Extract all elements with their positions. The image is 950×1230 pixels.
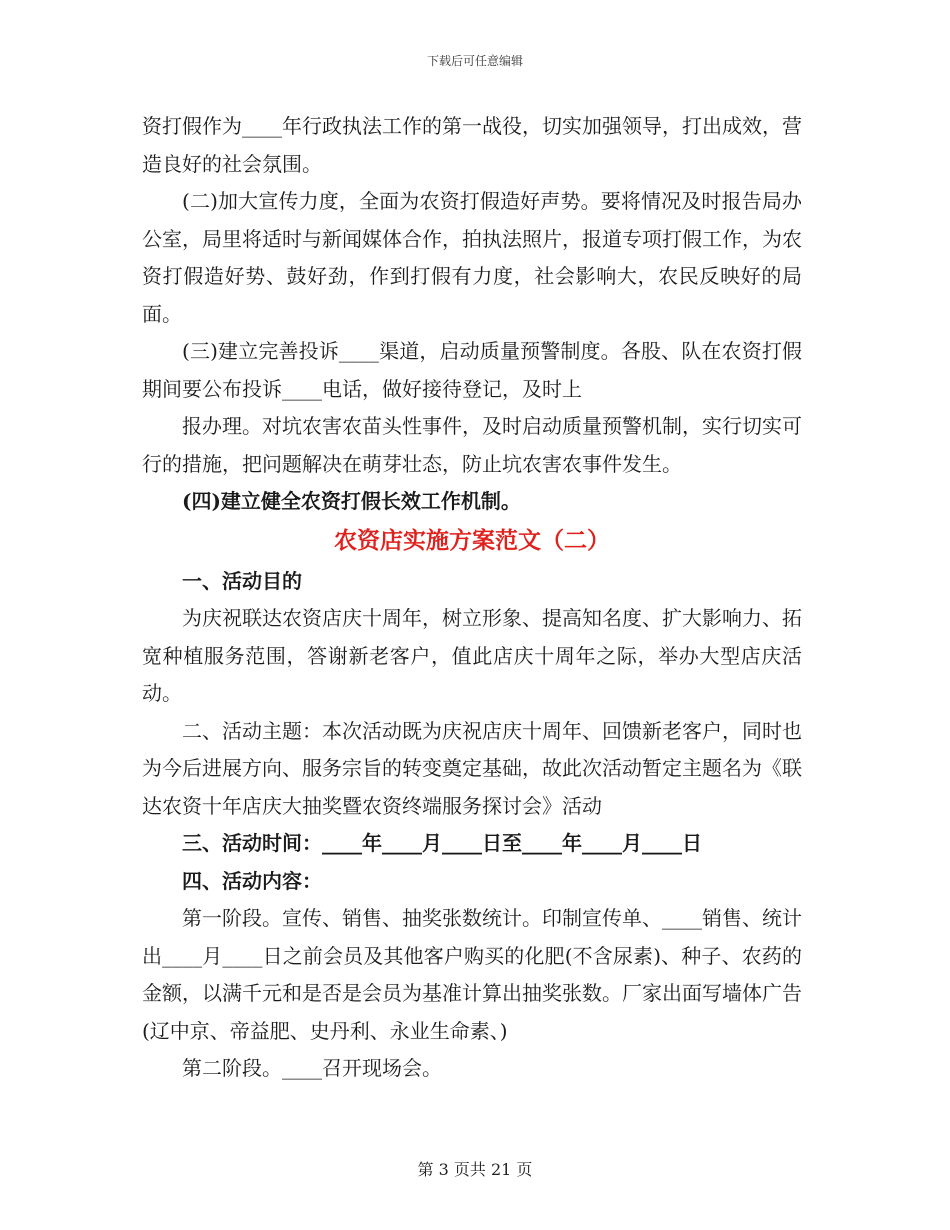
section-title: 农资店实施方案范文（二） [334, 526, 610, 554]
document-body [142, 108, 802, 1088]
paragraph-theme: 二、活动主题：本次活动既为庆祝店庆十周年、回馈新老客户，同时也为今后进展方向、服务宗旨的转变奠定基础，故此次活动暂定主题名为《联达农资十年店庆大抽奖暨农资终端服务探讨会》活动 [142, 718, 802, 818]
heading-purpose: 一、活动目的 [182, 568, 302, 593]
paragraph-stage-one: 第一阶段。宣传、销售、抽奖张数统计。印制宣传单、____销售、统计出____月____日之前会员及其他客户购买的化肥(不含尿素)、种子、农药的金额，以满千元和是否是会员为基准计算出抽奖张数。厂家出面写墙体广告(辽中京、帝益肥、史丹利、永业生命素、) [142, 906, 802, 1043]
paragraph-stage-two: 第二阶段。____召开现场会。 [182, 1056, 442, 1080]
paragraph-continuation: 资打假作为____年行政执法工作的第一战役，切实加强领导，打出成效，营造良好的社会氛围。 [142, 114, 802, 176]
paragraph-complaint: (三)建立完善投诉____渠道，启动质量预警制度。各股、队在农资打假期间要公布投诉____电话，做好接待登记，及时上 [142, 339, 802, 401]
paragraph-mechanism: (四)建立健全农资打假长效工作机制。 [182, 489, 521, 513]
heading-content: 四、活动内容： [182, 868, 322, 893]
paragraph-purpose: 为庆祝联达农资店庆十周年，树立形象、提高知名度、扩大影响力、拓宽种植服务范围，答谢新老客户，值此店庆十周年之际，举办大型店庆活动。 [142, 606, 802, 705]
paragraph-publicity: (二)加大宣传力度，全面为农资打假造好声势。要将情况及时报告局办公室，局里将适时与新闻媒体合作，拍执法照片，报道专项打假工作，为农资打假造好势、鼓好劲，作到打假有力度，社会影响大，农民反映好的局面。 [142, 189, 802, 326]
heading-time: 三、活动时间：____年____月____日至____年____月____日 [182, 831, 702, 855]
page-header: 下载后可任意编辑 [426, 54, 523, 68]
paragraph-handling: 报办理。对坑农害农苗头性事件，及时启动质量预警机制，实行切实可行的措施，把问题解决在萌芽壮态，防止坑农害农事件发生。 [142, 414, 802, 476]
page-footer: 第 3 页共 21 页 [417, 1160, 533, 1179]
